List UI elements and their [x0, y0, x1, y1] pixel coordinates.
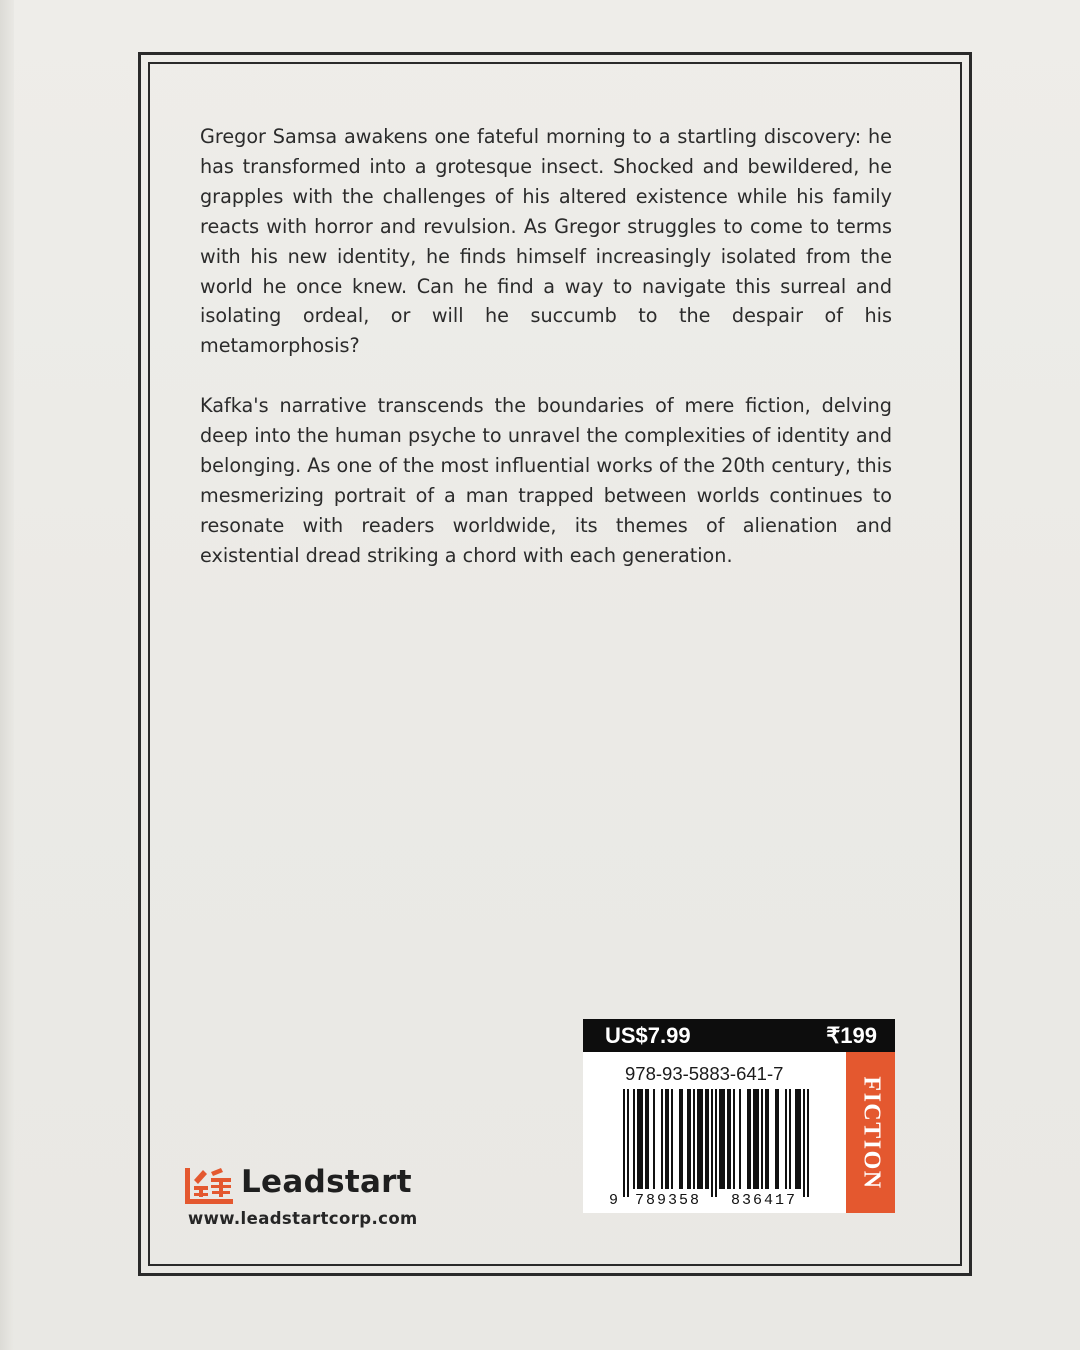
barcode-bar-13	[705, 1089, 709, 1189]
barcode-image	[605, 1087, 841, 1209]
publisher-name: Leadstart	[241, 1164, 412, 1200]
barcode-bar-14	[711, 1089, 713, 1197]
price-bar	[583, 1019, 895, 1052]
barcode-bar-12	[697, 1089, 703, 1189]
barcode-bar-27	[795, 1089, 801, 1189]
leadstart-logo-icon	[185, 1166, 235, 1206]
barcode-bar-19	[739, 1089, 741, 1189]
barcode-bar-18	[733, 1089, 735, 1189]
barcode-bar-4	[645, 1089, 649, 1189]
barcode-bar-3	[637, 1089, 643, 1189]
blurb-paragraph-1: Gregor Samsa awakens one fateful morning to a startling discovery: he has transformed into a grotesque insect. Shocked and bewildered, he grapples with the challenges of his altered existence while his family reacts with horror and revulsion. As Gregor struggles to come to terms with his new identity, he finds himself increasingly isolated from the world he once knew. Can he find a way to navigate this surreal and isolating ordeal, or will he succumb to the despair of his metamorphosis?	[200, 125, 892, 358]
barcode-bar-2	[633, 1089, 635, 1189]
category-label: FICTION	[858, 1075, 884, 1190]
barcode-bar-16	[719, 1089, 725, 1189]
price-usd: US$7.99	[605, 1023, 691, 1048]
barcode-panel	[583, 1019, 895, 1213]
barcode-bar-11	[693, 1089, 695, 1189]
barcode-bar-6	[661, 1089, 663, 1189]
barcode-bar-10	[687, 1089, 691, 1189]
blurb-paragraph-2: Kafka's narrative transcends the boundaries of mere fiction, delving deep into the human psyche to unravel the complexities of identity and belonging. As one of the most influential works of the 20th century, this mesmerizing portrait of a man trapped between worlds continues to resonate with readers worldwide, its themes of alienation and existential dread striking a chord with each generation.	[200, 394, 892, 567]
barcode-bar-7	[665, 1089, 669, 1189]
barcode-digits-lead: 9	[609, 1192, 621, 1209]
category-strip	[846, 1052, 895, 1213]
back-cover-blurb	[200, 122, 892, 601]
barcode-digits-right: 836417	[731, 1192, 798, 1209]
barcode-bar-28	[803, 1089, 805, 1197]
barcode-bar-25	[785, 1089, 787, 1189]
barcode-bar-0	[623, 1089, 625, 1197]
barcode-bar-23	[765, 1089, 769, 1189]
spine-shadow	[0, 0, 14, 1350]
price-inr: ₹199	[826, 1023, 877, 1048]
barcode-bar-15	[715, 1089, 717, 1197]
barcode-digits-left: 789358	[635, 1192, 702, 1209]
barcode-bar-22	[761, 1089, 763, 1189]
barcode-bar-24	[775, 1089, 779, 1189]
publisher-url: www.leadstartcorp.com	[188, 1209, 418, 1228]
barcode-bar-20	[747, 1089, 751, 1189]
barcode-bar-29	[807, 1089, 809, 1197]
barcode-bar-1	[627, 1089, 629, 1197]
barcode-bar-5	[653, 1089, 655, 1189]
barcode-bar-8	[671, 1089, 673, 1189]
publisher-logo	[185, 1162, 445, 1232]
barcode-bar-9	[679, 1089, 683, 1189]
barcode-bar-21	[753, 1089, 759, 1189]
barcode-bar-26	[789, 1089, 791, 1189]
isbn-number: 978-93-5883-641-7	[625, 1063, 784, 1084]
barcode-bar-17	[727, 1089, 731, 1189]
